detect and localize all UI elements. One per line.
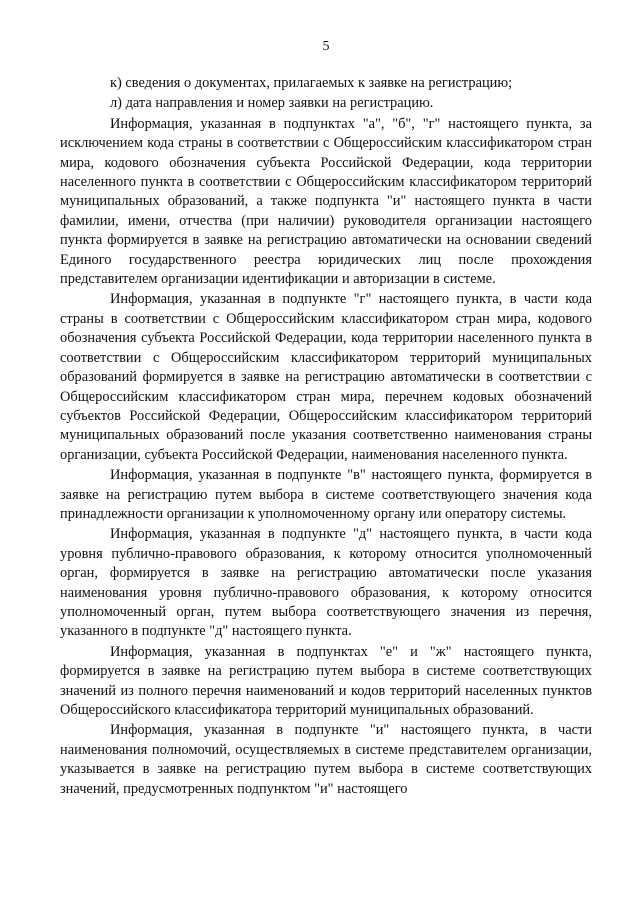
paragraph-info-d: Информация, указанная в подпункте "д" настоящего пункта, в части кода уровня публично-правового образования, к которому относится уполномоченный орган, формируется в заявке на регистрацию автоматически после указания наименования уровня публично-правового образования, к которому относится уполномоченный орган, путем выбора соответствующего значения из перечня, указанного в подпункте "д" настоящего пункта. bbox=[60, 526, 592, 640]
page-number: 5 bbox=[322, 39, 330, 54]
paragraph-item-k: к) сведения о документах, прилагаемых к заявке на регистрацию; bbox=[110, 75, 513, 91]
paragraph-item-l: л) дата направления и номер заявки на регистрацию. bbox=[110, 95, 434, 112]
paragraph-info-i: Информация, указанная в подпункте "и" настоящего пункта, в части наименования полномочий, осуществляемых в системе представителем организации, указывается в заявке на регистрацию путем выбора в системе соответствующих значений, предусмотренных подпунктом "и" настоящего bbox=[60, 722, 592, 797]
paragraph-info-g: Информация, указанная в подпункте "г" настоящего пункта, в части кода страны в соответствии с Общероссийским классификатором стран мира, кодового обозначения субъекта Российской Федерации, кода территории населенного пункта в соответствии с Общероссийским классификатором территорий муниципальных образований формируется в заявке на регистрацию автоматически в соответствии с Общероссийским классификатором стран мира, перечнем кодовых обозначений субъектов Российской Федерации, Общероссийским классификатором территорий муниципальных образований после указания соответственно наименования страны организации, субъекта Российской Федерации, наименования населенного пункта. bbox=[60, 291, 592, 463]
paragraph-info-e-zh: Информация, указанная в подпунктах "е" и "ж" настоящего пункта, формируется в заявке на регистрацию путем выбора в системе соответствующих значений из полного перечня наименований и кодов территорий населенных пунктов Общероссийского классификатора территорий муниципальных образований. bbox=[60, 643, 592, 718]
paragraph-info-v: Информация, указанная в подпункте "в" настоящего пункта, формируется в заявке на регистрацию путем выбора в системе соответствующего значения кода принадлежности организации к уполномоченному органу или оператору системы. bbox=[60, 467, 592, 522]
paragraph-info-a-b-g: Информация, указанная в подпунктах "а", "б", "г" настоящего пункта, за исключением кода страны в соответствии с Общероссийским классификатором стран мира, кодового обозначения субъекта Российской Федерации, кода территории населенного пункта в соответствии с Общероссийским классификатором территорий муниципальных образований, а также подпункта "и" настоящего пункта в части фамилии, имени, отчества (при наличии) руководителя организации настоящего пункта формируется в заявке на регистрацию автоматически на основании сведений Единого государственного реестра юридических лиц после прохождения представителем организации идентификации и авторизации в системе. bbox=[60, 115, 592, 288]
